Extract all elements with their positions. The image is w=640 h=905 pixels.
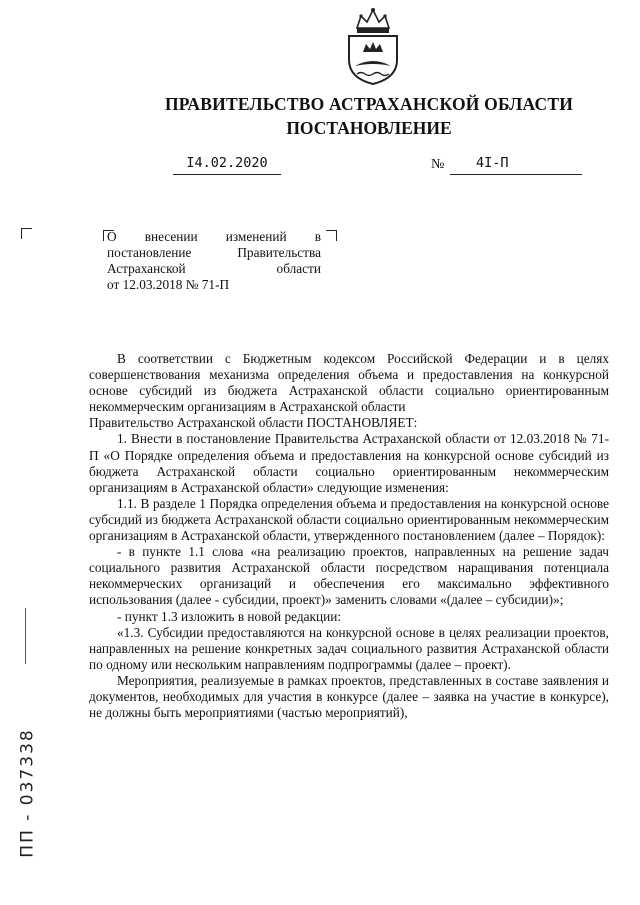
registration-stamp	[8, 713, 48, 873]
paragraph: - в пункте 1.1 слова «на реализацию проектов, направленных на решение задач социального развития Астраханской области посредством наращивания потенциала некоммерческих организаций и обеспечения его максимально эффективного использования (далее - субсидии, проект)» заменить словами «(далее – субсидии)»;	[89, 544, 609, 608]
paragraph: Правительство Астраханской области ПОСТАНОВЛЯЕТ:	[89, 415, 418, 431]
margin-corner-mark	[21, 228, 32, 239]
document-date: I4.02.2020	[173, 155, 281, 175]
paragraph: «1.3. Субсидии предоставляются на конкурсной основе в целях реализации проектов, направленных на решение конкретных задач социального развития Астраханской области по одному или нескольким направлениям подпрограммы (далее – проект).	[89, 624, 609, 672]
paragraph: 1. Внести в постановление Правительства Астраханской области от 12.03.2018 № 71-П «О Порядке определения объема и предоставления на конкурсной основе субсидий из бюджета Астраханской области социально ориентированным некоммерческим организациям в Астраханской области» следующие изменения:	[89, 431, 609, 495]
document-type: ПОСТАНОВЛЕНИЕ	[286, 118, 452, 138]
paragraph: Мероприятия, реализуемые в рамках проектов, представленных в составе заявления и документов, необходимых для участия в конкурсе (далее – заявка на участие в конкурсе), не должны быть мероприятиями (частью мероприятий),	[89, 672, 609, 721]
subject-line: постановление Правительства	[107, 245, 321, 260]
paragraph: В соответствии с Бюджетным кодексом Российской Федерации и в целях совершенствования механизма определения объема и предоставления на конкурсной основе субсидий из бюджета Астраханской области социально ориентированным некоммерческим организациям в Астраханской области	[89, 351, 609, 415]
document-body	[89, 351, 609, 721]
document-number: 4I-П	[450, 155, 582, 175]
government-title: ПРАВИТЕЛЬСТВО АСТРАХАНСКОЙ ОБЛАСТИ	[164, 94, 574, 114]
paragraph: - пункт 1.3 изложить в новой редакции:	[117, 608, 342, 624]
paragraph: 1.1. В разделе 1 Порядка определения объема и предоставления на конкурсной основе субсидий из бюджета Астраханской области социально ориентированным некоммерческим организациям в Астраханской области, утвержденного постановлением (далее – Порядок):	[89, 495, 609, 544]
document-subject	[107, 229, 321, 293]
stamp-number: ПП - 037338	[18, 728, 38, 858]
astrakhan-coat-of-arms-icon	[341, 6, 405, 86]
subject-line: О внесении изменений в	[107, 229, 321, 244]
subject-line: Астраханской области	[107, 261, 321, 276]
subject-line: от 12.03.2018 № 71-П	[107, 277, 230, 292]
number-sign: №	[431, 157, 445, 172]
subject-corner-right	[326, 230, 337, 241]
margin-line	[25, 608, 26, 664]
